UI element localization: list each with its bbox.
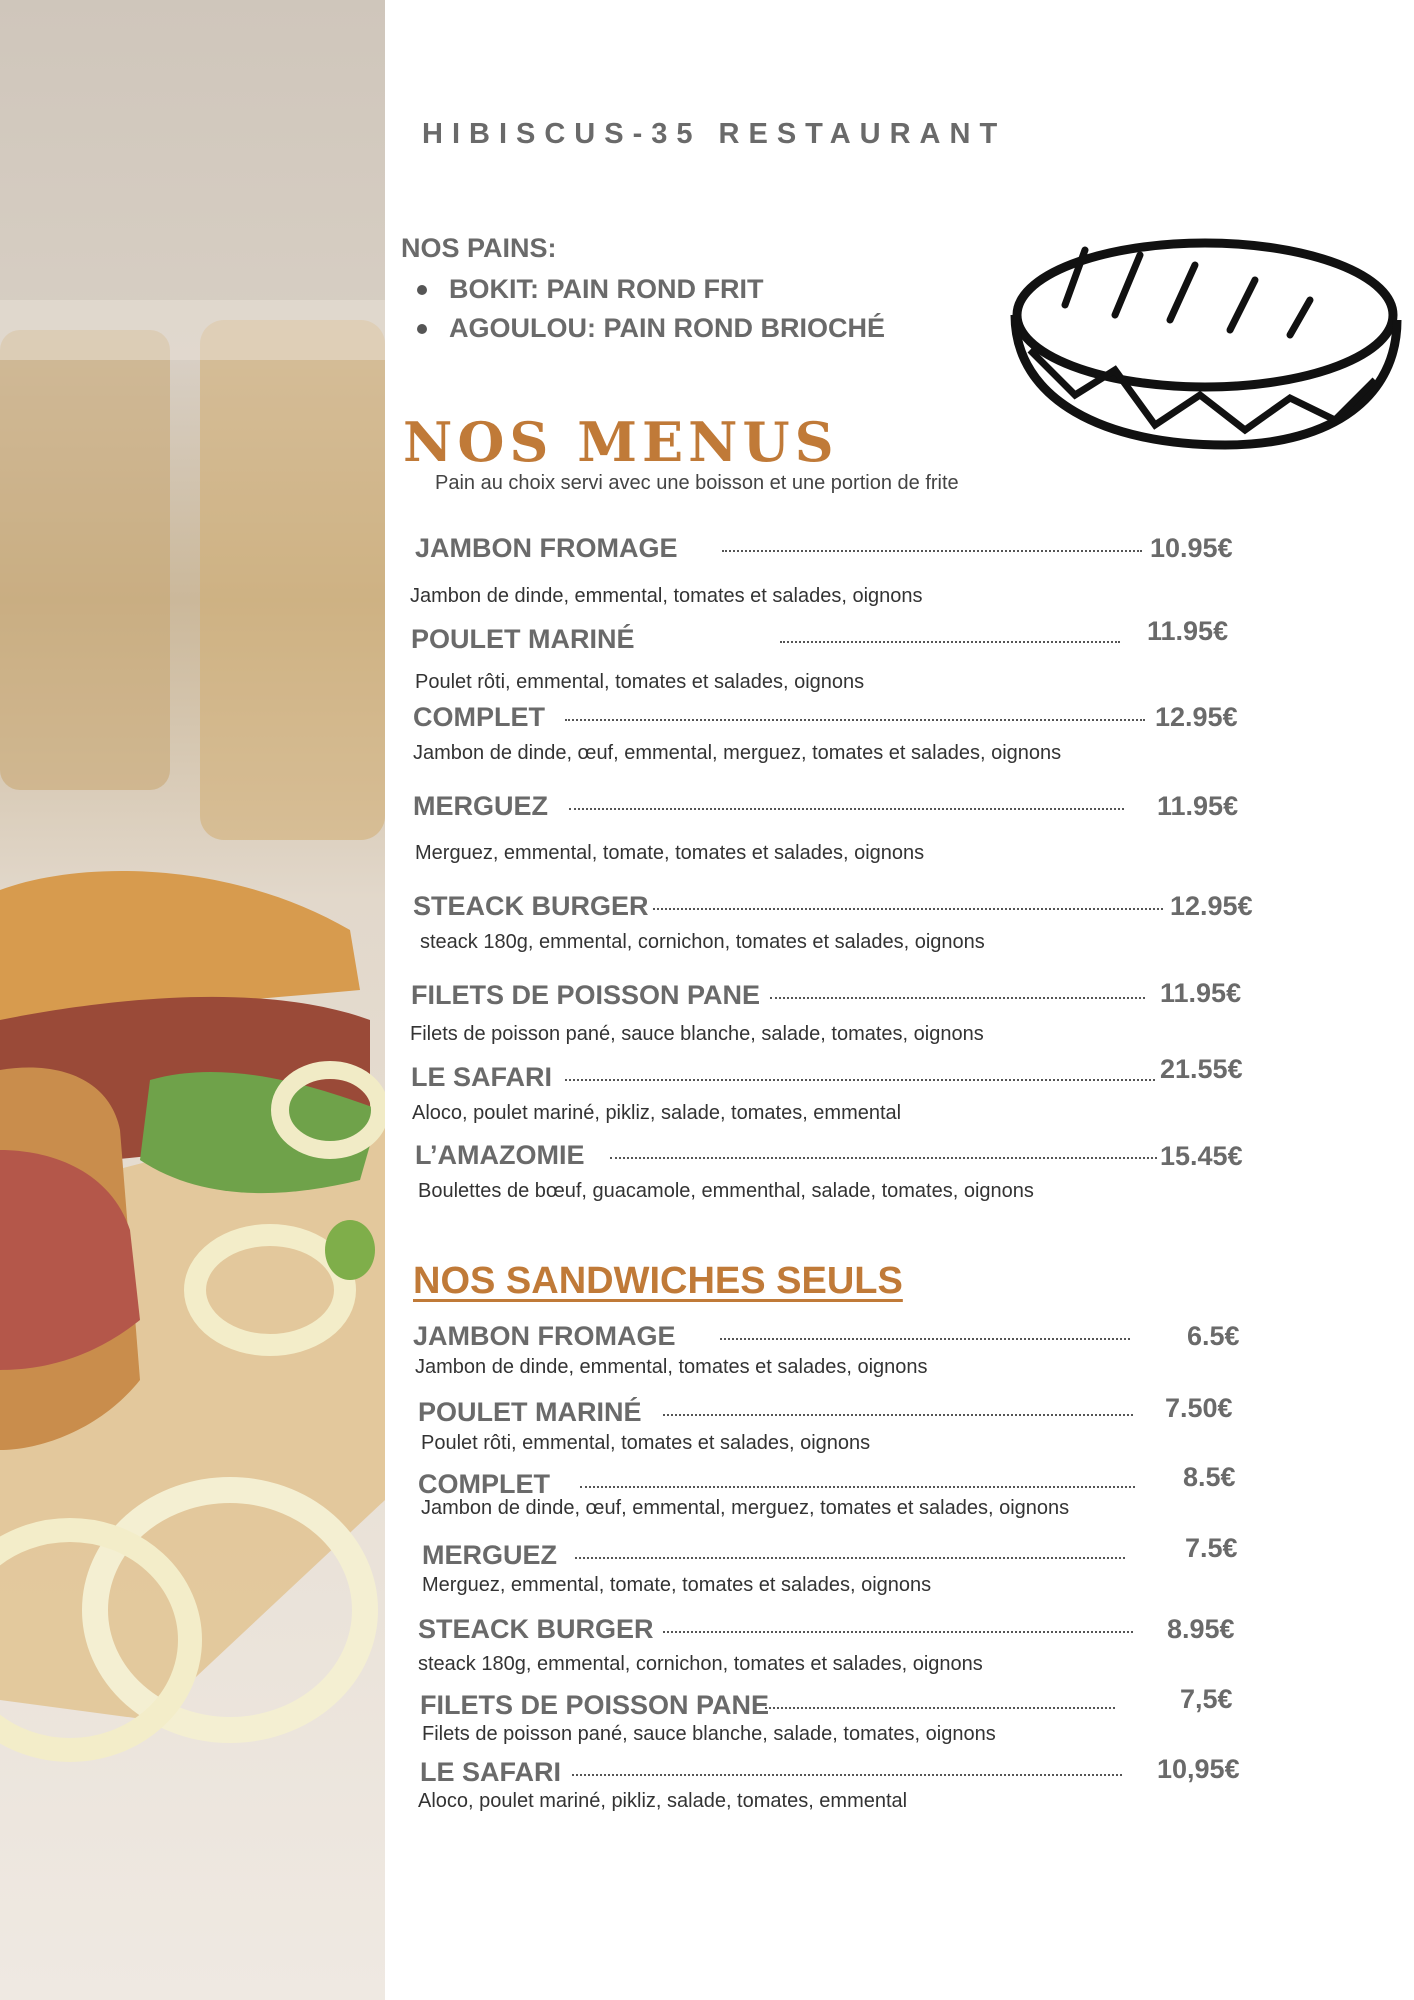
sandwich-item-price: 8.95€: [1167, 1614, 1235, 1644]
breads-title: NOS PAINS:: [401, 233, 557, 263]
menu-item-name: POULET MARINÉ: [411, 624, 635, 654]
sandwich-item-leader: [765, 1707, 1115, 1709]
bread-item-label: BOKIT: PAIN ROND FRIT: [449, 274, 764, 304]
menu-item-description: steack 180g, emmental, cornichon, tomates et salades, oignons: [420, 931, 985, 953]
sandwich-item-price: 7.50€: [1165, 1393, 1233, 1423]
menu-item-name: L’AMAZOMIE: [415, 1140, 585, 1170]
menu-item-leader: [565, 719, 1145, 721]
sandwich-item-description: Jambon de dinde, emmental, tomates et salades, oignons: [415, 1356, 928, 1378]
sandwich-item-description: Aloco, poulet mariné, pikliz, salade, tomates, emmental: [418, 1790, 908, 1812]
breads-list: [401, 270, 885, 348]
restaurant-name: HIBISCUS-35 RESTAURANT: [422, 118, 1007, 150]
sandwich-item-leader: [663, 1414, 1133, 1416]
menu-item-leader: [569, 808, 1124, 810]
menu-item-price: 12.95€: [1155, 702, 1238, 732]
menu-item-name: COMPLET: [413, 702, 545, 732]
sandwich-item-price: 8.5€: [1183, 1462, 1236, 1492]
menu-item-name: MERGUEZ: [413, 791, 548, 821]
sandwich-item-name: STEACK BURGER: [418, 1614, 654, 1644]
bullet-dot-icon: [417, 324, 427, 334]
menu-item-price: 15.45€: [1160, 1141, 1243, 1171]
menu-item-leader: [770, 997, 1145, 999]
menu-item-price: 12.95€: [1170, 891, 1253, 921]
menu-item-description: Filets de poisson pané, sauce blanche, salade, tomates, oignons: [410, 1023, 984, 1045]
menu-item-price: 21.55€: [1160, 1054, 1243, 1084]
menu-item-leader: [780, 641, 1120, 643]
sandwich-item-name: POULET MARINÉ: [418, 1397, 642, 1427]
sandwich-item-leader: [580, 1486, 1135, 1488]
menu-item-price: 11.95€: [1157, 791, 1239, 821]
menu-item-leader: [722, 550, 1142, 552]
bread-bun-icon: [1005, 220, 1405, 460]
sandwich-item-name: COMPLET: [418, 1469, 550, 1499]
sandwich-item-description: Filets de poisson pané, sauce blanche, salade, tomates, oignons: [422, 1723, 996, 1745]
menu-item-description: Aloco, poulet mariné, pikliz, salade, tomates, emmental: [412, 1102, 902, 1124]
sandwich-item-leader: [572, 1774, 1122, 1776]
menu-item-name: FILETS DE POISSON PANE: [411, 980, 761, 1010]
menu-item-name: JAMBON FROMAGE: [415, 533, 678, 563]
menus-title: NOS MENUS: [403, 410, 839, 474]
sandwich-item-name: MERGUEZ: [422, 1540, 557, 1570]
bread-item: [401, 309, 885, 348]
sandwich-item-price: 7,5€: [1180, 1684, 1233, 1714]
sandwich-item-price: 7.5€: [1185, 1533, 1238, 1563]
bullet-dot-icon: [417, 285, 427, 295]
bread-item-label: AGOULOU: PAIN ROND BRIOCHÉ: [449, 313, 885, 343]
menus-subtitle: Pain au choix servi avec une boisson et une portion de frite: [435, 472, 959, 494]
menu-item-price: 10.95€: [1150, 533, 1233, 563]
menu-item-description: Jambon de dinde, emmental, tomates et salades, oignons: [410, 585, 923, 607]
menu-item-description: Jambon de dinde, œuf, emmental, merguez, tomates et salades, oignons: [413, 742, 1062, 764]
menu-item-leader: [653, 908, 1163, 910]
menu-item-description: Poulet rôti, emmental, tomates et salades, oignons: [415, 671, 865, 693]
bread-item: [401, 270, 885, 309]
sandwich-item-price: 10,95€: [1157, 1754, 1240, 1784]
sandwich-item-description: Jambon de dinde, œuf, emmental, merguez, tomates et salades, oignons: [421, 1497, 1070, 1519]
sandwich-item-name: LE SAFARI: [420, 1757, 562, 1787]
menu-item-description: Merguez, emmental, tomate, tomates et salades, oignons: [415, 842, 925, 864]
sandwich-item-leader: [663, 1631, 1133, 1633]
food-photo: [0, 0, 385, 2000]
sandwich-item-name: FILETS DE POISSON PANE: [420, 1690, 770, 1720]
sandwich-item-leader: [720, 1338, 1130, 1340]
sandwich-item-leader: [575, 1557, 1125, 1559]
sandwiches-title: NOS SANDWICHES SEULS: [413, 1260, 903, 1302]
sandwich-item-name: JAMBON FROMAGE: [413, 1321, 676, 1351]
sandwich-item-price: 6.5€: [1187, 1321, 1240, 1351]
menu-item-leader: [565, 1079, 1155, 1081]
sandwich-item-description: steack 180g, emmental, cornichon, tomates et salades, oignons: [418, 1653, 983, 1675]
sandwich-item-description: Merguez, emmental, tomate, tomates et salades, oignons: [422, 1574, 932, 1596]
menu-item-name: LE SAFARI: [411, 1062, 553, 1092]
menu-item-price: 11.95€: [1147, 616, 1229, 646]
menu-item-name: STEACK BURGER: [413, 891, 649, 921]
menu-content: [385, 0, 1414, 2000]
menu-item-leader: [610, 1157, 1157, 1159]
sandwich-item-description: Poulet rôti, emmental, tomates et salades, oignons: [421, 1432, 871, 1454]
menu-item-description: Boulettes de bœuf, guacamole, emmenthal, salade, tomates, oignons: [418, 1180, 1034, 1202]
menu-item-price: 11.95€: [1160, 978, 1242, 1008]
